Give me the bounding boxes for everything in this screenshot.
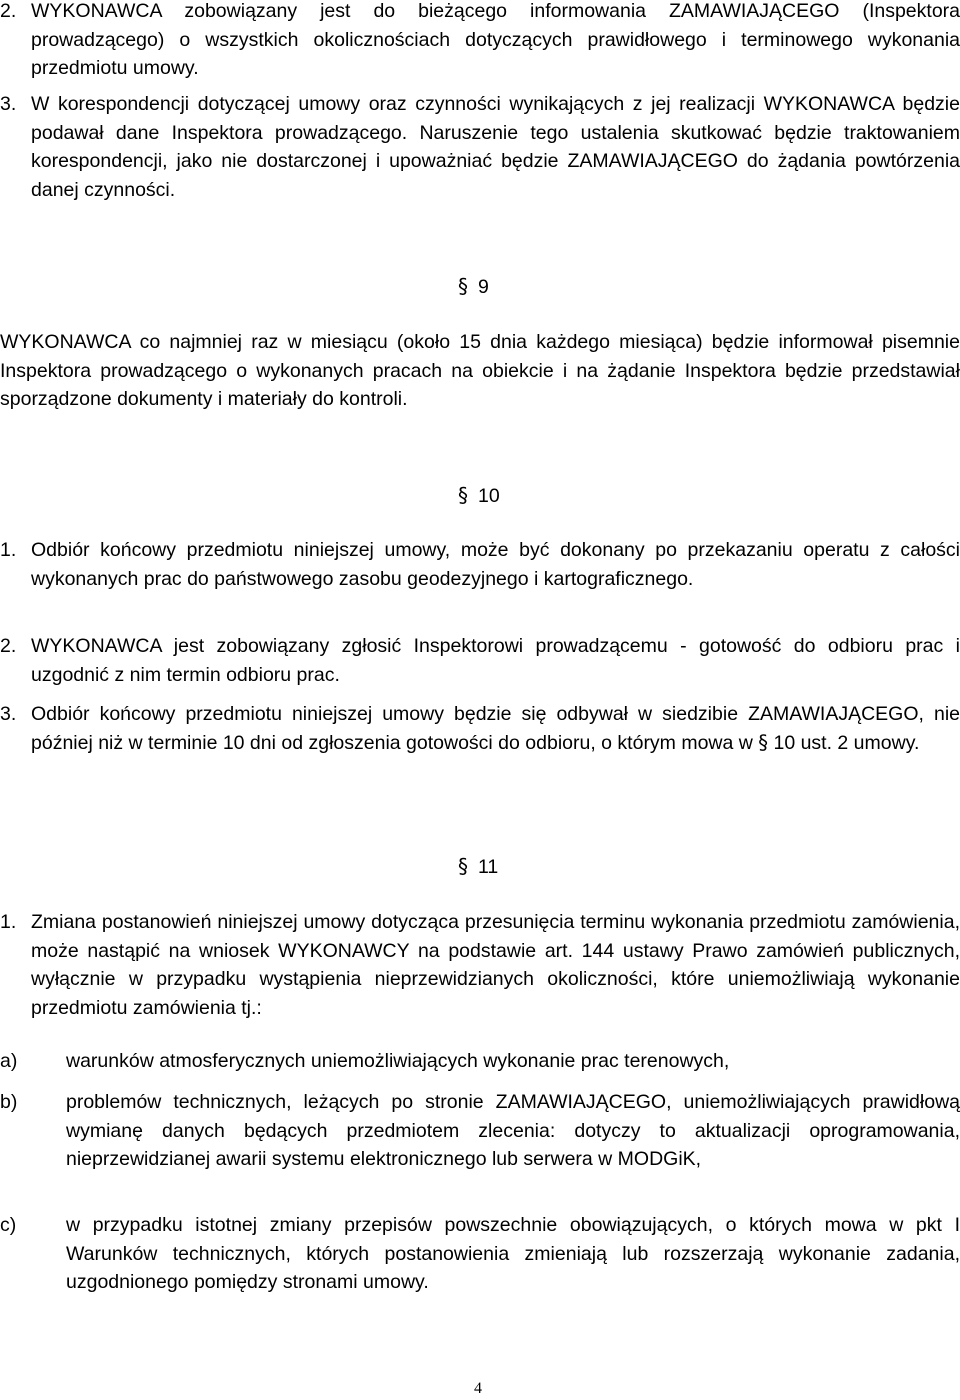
sub-item-label: c) [0, 1214, 17, 1236]
section-heading [458, 272, 489, 301]
section-heading [458, 481, 500, 510]
sub-item-label: a) [0, 1050, 18, 1072]
section-sign: § [458, 854, 468, 878]
paragraph-text: WYKONAWCA co najmniej raz w miesiącu (około 15 dnia każdego miesiąca) będzie informował pisemnie Inspektora prowadzącego o wykonanych pracach na obiekcie i na żądanie Inspektora będzie przedstawiał sporządzone dokumenty i materiały do kontroli. [0, 331, 960, 411]
sub-item-text: warunków atmosferycznych uniemożliwiających wykonanie prac terenowych, [66, 1050, 730, 1072]
section-sign: § [458, 483, 468, 507]
item-text: Odbiór końcowy przedmiotu niniejszej umowy, może być dokonany po przekazaniu operatu z całości wykonanych prac do państwowego zasobu geodezyjnego i kartograficznego. [31, 539, 960, 590]
section-sign: § [758, 730, 769, 754]
item-text-before: Odbiór końcowy przedmiotu niniejszej umowy będzie się odbywał w siedzibie ZAMAWIAJĄCEGO, nie później niż w terminie 10 dni od zgłoszenia gotowości do odbioru, o którym mowa w [31, 703, 960, 754]
sub-item [0, 1211, 960, 1297]
list-item [0, 700, 960, 757]
item-text: WYKONAWCA zobowiązany jest do bieżącego informowania ZAMAWIAJĄCEGO (Inspektora prowadzącego) o wszystkich okolicznościach dotyczących prawidłowego i terminowego wykonania przedmiotu umowy. [31, 0, 960, 80]
list-item [0, 536, 960, 593]
paragraph [0, 328, 960, 414]
list-item [0, 0, 960, 83]
item-number: 3. [0, 703, 17, 725]
item-text [31, 700, 960, 757]
item-text: WYKONAWCA jest zobowiązany zgłosić Inspektorowi prowadzącemu - gotowość do odbioru prac i uzgodnić z nim termin odbioru prac. [31, 635, 960, 686]
sub-item-text: w przypadku istotnej zmiany przepisów powszechnie obowiązujących, o których mowa w pkt I Warunków technicznych, których postanowienia zmieniają lub rozszerzają wykonanie zadania, uzgodnionego pomiędzy stronami umowy. [66, 1214, 960, 1294]
page-number: 4 [474, 1380, 482, 1397]
item-text: W korespondencji dotyczącej umowy oraz czynności wynikających z jej realizacji WYKONAWCA będzie podawał dane Inspektora prowadzącego. Naruszenie tego ustalenia skutkować będzie traktowaniem korespondencji, jako nie dostarczonej i upoważniać będzie ZAMAWIAJĄCEGO do żądania powtórzenia danej czynności. [31, 93, 960, 201]
sub-item [0, 1047, 960, 1076]
section-heading [458, 852, 498, 881]
item-number: 1. [0, 539, 17, 561]
sub-item-text: problemów technicznych, leżących po stronie ZAMAWIAJĄCEGO, uniemożliwiających prawidłową wymianę danych będących przedmiotem zlecenia: dotyczy to aktualizacji oprogramowania, nieprzewidzianej awarii systemu elektronicznego lub serwera w MODGiK, [66, 1091, 960, 1171]
list-item [0, 90, 960, 204]
list-item [0, 908, 960, 1022]
section-sign: § [458, 274, 468, 298]
item-text: Zmiana postanowień niniejszej umowy dotycząca przesunięcia terminu wykonania przedmiotu zamówienia, może nastąpić na wniosek WYKONAWCY na podstawie art. 144 ustawy Prawo zamówień publicznych, wyłącznie w przypadku wystąpienia nieprzewidzianych okoliczności, które uniemożliwiają wykonanie przedmiotu zamówienia tj.: [31, 911, 960, 1019]
section-number: 11 [478, 856, 499, 878]
sub-item [0, 1088, 960, 1174]
item-number: 2. [0, 0, 17, 22]
item-number: 2. [0, 635, 17, 657]
item-number: 1. [0, 911, 17, 933]
list-item [0, 632, 960, 689]
item-text-after: 10 ust. 2 umowy. [773, 731, 920, 754]
section-number: 9 [478, 276, 489, 298]
section-number: 10 [478, 485, 500, 507]
sub-item-label: b) [0, 1091, 18, 1113]
item-number: 3. [0, 93, 17, 115]
